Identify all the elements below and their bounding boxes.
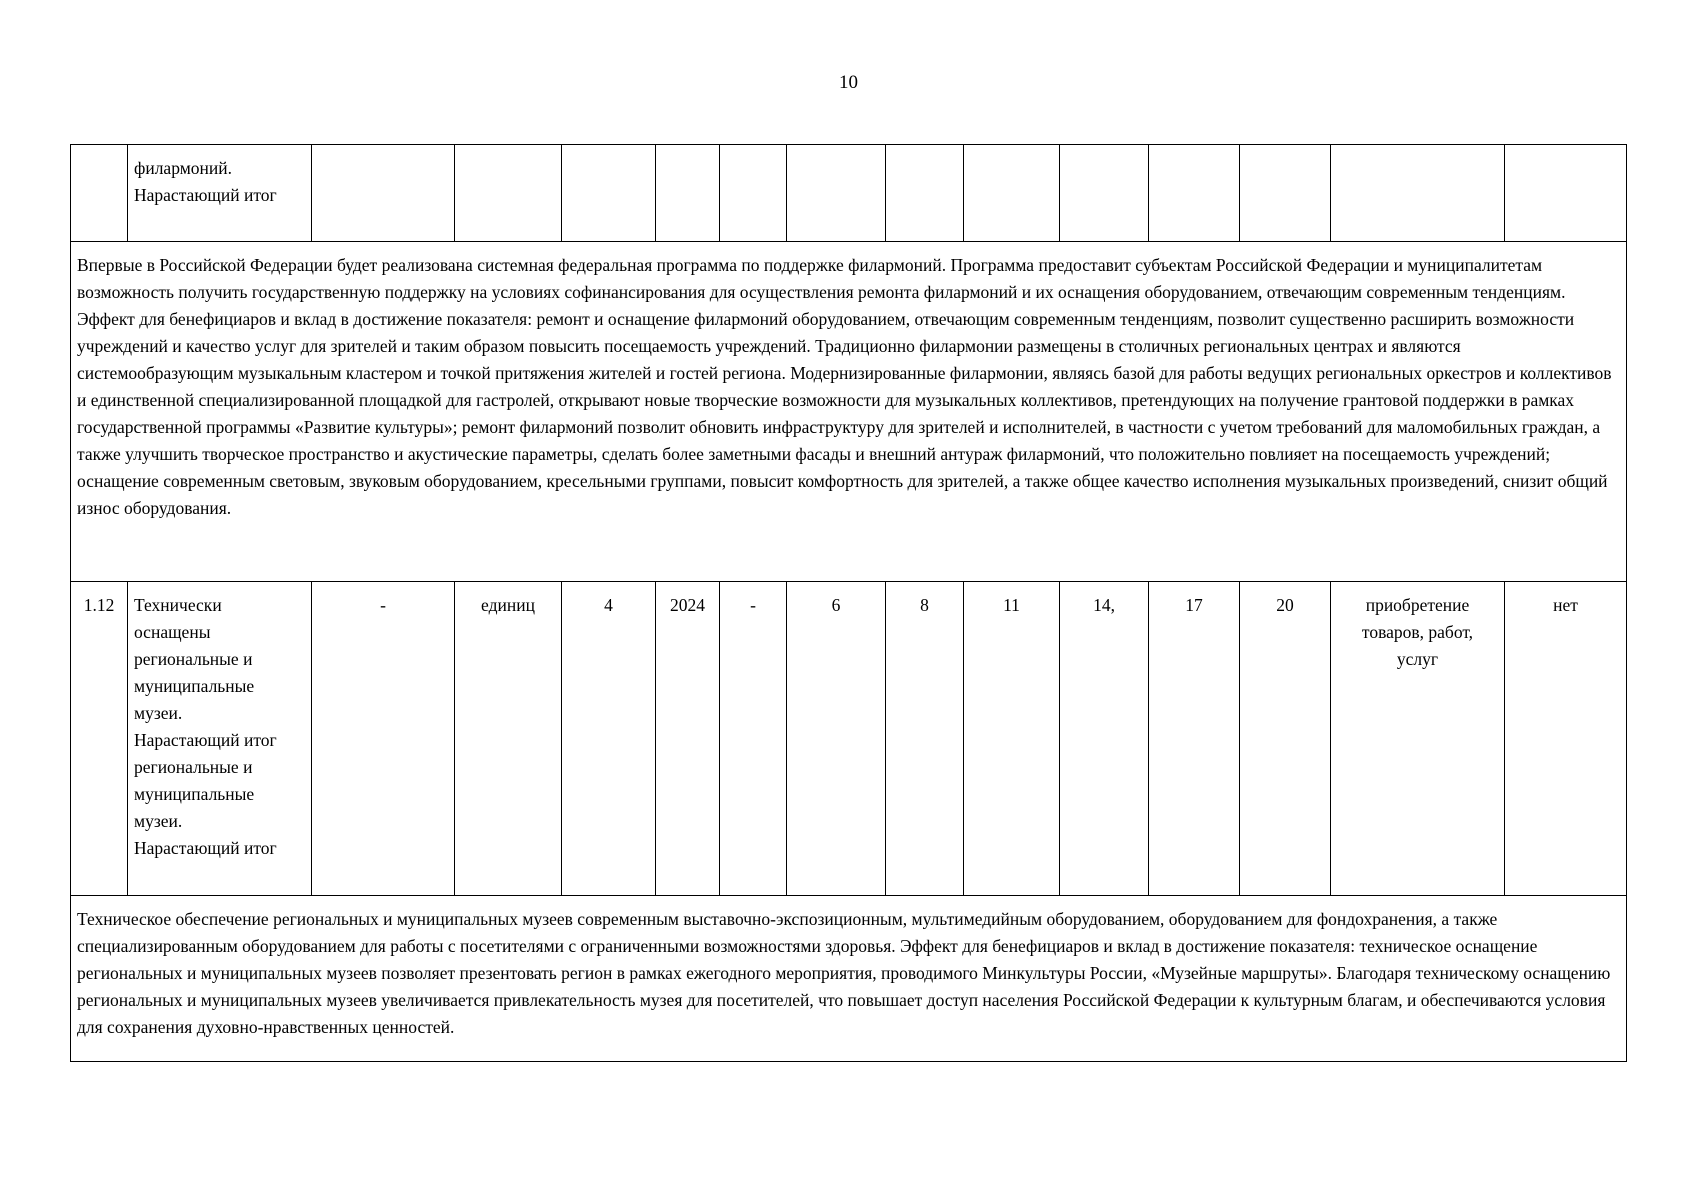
- attribute-line: товаров, работ,: [1361, 622, 1474, 642]
- name-line: музеи.: [134, 703, 183, 723]
- cell-unit: [455, 145, 562, 242]
- cell-base-year: [656, 145, 720, 242]
- name-line: филармоний.: [134, 158, 232, 178]
- name-line: Нарастающий итог: [134, 730, 277, 750]
- attribute-line: услуг: [1396, 649, 1439, 669]
- cell-2025: 6: [787, 582, 886, 896]
- cell-level: [312, 145, 455, 242]
- name-line: Нарастающий итог: [134, 185, 277, 205]
- name-line: Технически: [134, 595, 222, 615]
- cell-number: 1.12: [71, 582, 128, 896]
- cell-2030: 20: [1240, 582, 1331, 896]
- cell-base-year: 2024: [656, 582, 720, 896]
- cell-unit: единиц: [455, 582, 562, 896]
- cell-2024: -: [720, 582, 787, 896]
- description-philharmonics: Впервые в Российской Федерации будет реализована системная федеральная программа по поддержке филармоний. Программа предоставит субъектам Российской Федерации и муниципалитетам возможность получить государственную поддержку на условиях софинансирования для осуществления ремонта филармоний и их оснащения оборудованием, отвечающим современным тенденциям. Эффект для бенефициаров и вклад в достижение показателя: ремонт и оснащение филармоний оборудованием, отвечающим современным тенденциям, позволит существенно расширить возможности учреждений и качество услуг для зрителей и таким образом повысить посещаемость учреждений. Традиционно филармонии размещены в столичных региональных центрах и являются системообразующим музыкальным кластером и точкой притяжения жителей и гостей региона. Модернизированные филармонии, являясь базой для работы ведущих региональных оркестров и коллективов и единственной специализированной площадкой для гастролей, открывают новые творческие возможности для музыкальных коллективов, претендующих на получение грантовой поддержки в рамках государственной программы «Развитие культуры»; ремонт филармоний позволит обновить инфраструктуру для зрителей и исполнителей, в частности с учетом требований для маломобильных граждан, а также улучшить творческое пространство и акустические параметры, сделать более заметными фасады и внешний антураж филармоний, что положительно повлияет на посещаемость учреждений; оснащение современным световым, звуковым оборудованием, кресельными группами, повысит комфортность для зрителей, а также общее качество исполнения музыкальных произведений, снизит общий износ оборудования.: [71, 242, 1627, 582]
- cell-base-value: [562, 145, 656, 242]
- cell-flag: нет: [1505, 582, 1627, 896]
- name-line: региональные и: [134, 649, 253, 669]
- description-museums: Техническое обеспечение региональных и муниципальных музеев современным выставочно-экспозиционным, мультимедийным оборудованием, оборудованием для фондохранения, а также специализированным оборудованием для работы с посетителями с ограниченными возможностями здоровья. Эффект для бенефициаров и вклад в достижение показателя: техническое оснащение региональных и муниципальных музеев позволяет презентовать регион в рамках ежегодного мероприятия, проводимого Минкультуры России, «Музейные маршруты». Благодаря техническому оснащению региональных и муниципальных музеев увеличивается привлекательность музея для посетителей, что повышает доступ населения Российской Федерации к культурным благам, и обеспечиваются условия для сохранения духовно-нравственных ценностей.: [71, 896, 1627, 1062]
- cell-2030: [1240, 145, 1331, 242]
- cell-number: [71, 145, 128, 242]
- name-line: Нарастающий итог: [134, 838, 277, 858]
- name-line: региональные и: [134, 757, 253, 777]
- cell-attribute: [1331, 582, 1505, 896]
- cell-flag: [1505, 145, 1627, 242]
- indicators-table: [70, 144, 1627, 1062]
- page-number: 10: [839, 72, 858, 93]
- name-line: музеи.: [134, 811, 183, 831]
- attribute-line: приобретение: [1365, 595, 1470, 615]
- cell-2028: [1060, 145, 1149, 242]
- cell-2027: [964, 145, 1060, 242]
- table-row-item: [71, 582, 1627, 896]
- name-line: оснащены: [134, 622, 211, 642]
- cell-2029: 17: [1149, 582, 1240, 896]
- cell-base-value: 4: [562, 582, 656, 896]
- name-line: муниципальные: [134, 784, 255, 804]
- table-row-description: [71, 896, 1627, 1062]
- cell-level: -: [312, 582, 455, 896]
- table-row-continued: [71, 145, 1627, 242]
- cell-2027: 11: [964, 582, 1060, 896]
- table-row-description: [71, 242, 1627, 582]
- cell-attribute: [1331, 145, 1505, 242]
- cell-name: [128, 145, 312, 242]
- cell-2026: [886, 145, 964, 242]
- name-line: муниципальные: [134, 676, 255, 696]
- cell-2028: 14,: [1060, 582, 1149, 896]
- cell-2024: [720, 145, 787, 242]
- cell-2025: [787, 145, 886, 242]
- cell-name: [128, 582, 312, 896]
- cell-2029: [1149, 145, 1240, 242]
- cell-2026: 8: [886, 582, 964, 896]
